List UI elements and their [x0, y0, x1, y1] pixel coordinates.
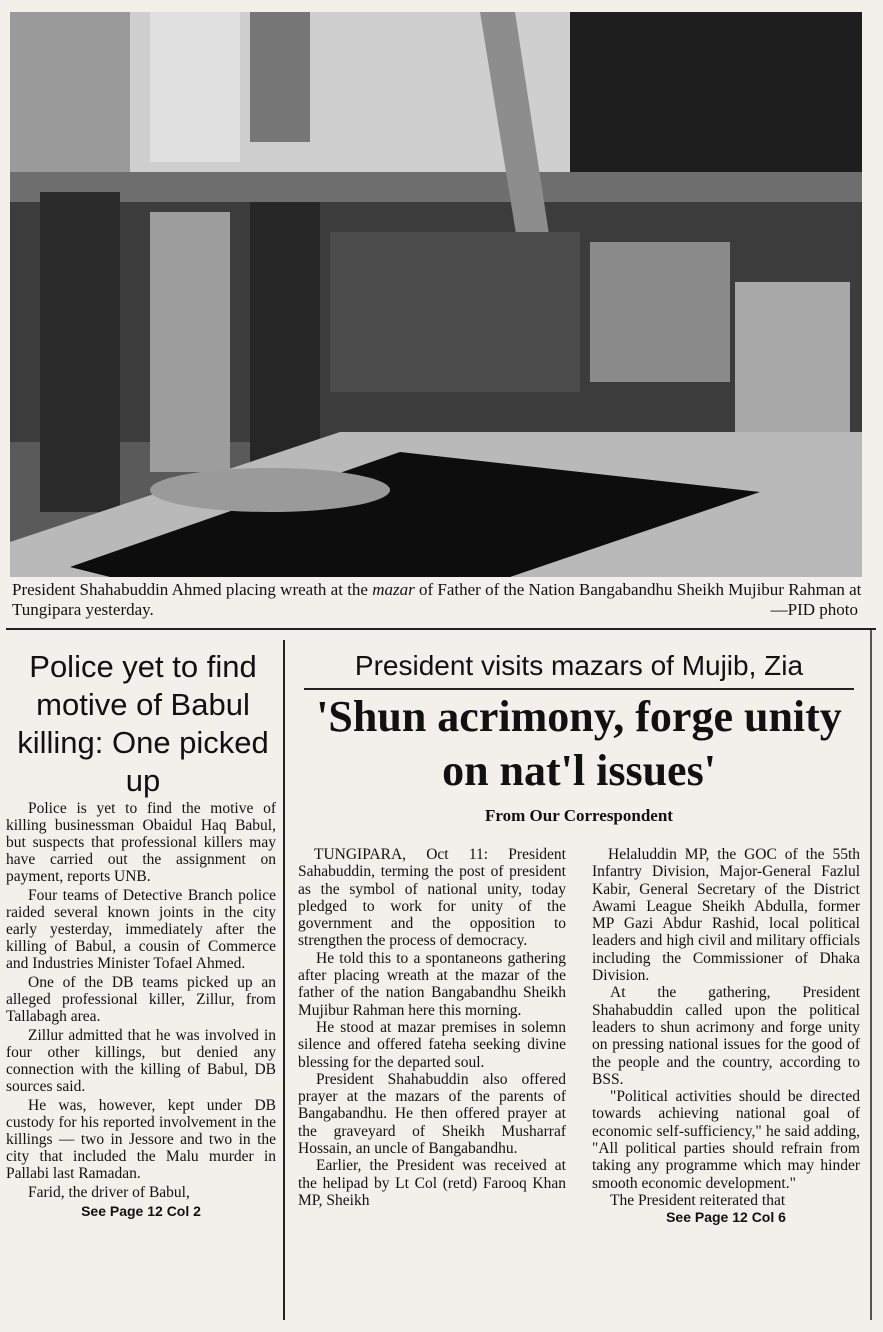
photo-caption [12, 580, 862, 620]
left-continuation: See Page 12 Col 2 [81, 1203, 201, 1219]
news-photo [10, 12, 862, 577]
left-paragraph: One of the DB teams picked up an alleged professional killer, Zillur, from Tallabagh area. [6, 974, 276, 1025]
left-paragraph: Farid, the driver of Babul, [28, 1184, 190, 1201]
main-story-headline: 'Shun acrimony, forge unity on nat'l issues' [316, 692, 842, 795]
left-paragraph: Zillur admitted that he was involved in four other killings, but denied any connection with the killing of Babul, DB sources said. [6, 1027, 276, 1095]
col2-paragraph: The President reiterated that [610, 1191, 786, 1209]
col1-paragraph: Earlier, the President was received at the helipad by Lt Col (retd) Farooq Khan MP, Sheikh [298, 1157, 566, 1209]
left-story-headline: Police yet to find motive of Babul killing: One picked up [17, 649, 269, 798]
col1-paragraph: President Shahabuddin also offered prayer at the mazars of the parents of Bangabandhu. He then offered prayer at the graveyard of Sheikh Musharraf Hossain, an uncle of Bangabandhu. [298, 1070, 566, 1158]
col1-paragraph: TUNGIPARA, Oct 11: President Sahabuddin, terming the post of president as the symbol of national unity, today pledged to work for unity of the government and the opposition to strengthen the process of democracy. [298, 846, 566, 950]
main-story-column-1 [298, 846, 566, 1209]
left-paragraph: Four teams of Detective Branch police raided several known joints in the city early yesterday, immediately after the killing of Babul, a cousin of Commerce and Industries Minister Tofael Ahmed. [6, 887, 276, 972]
left-paragraph: He was, however, kept under DB custody for his reported involvement in the killings — two in Jessore and two in the city that included the Malu murder in Pallabi last Ramadan. [6, 1097, 276, 1182]
col1-paragraph: He stood at mazar premises in solemn silence and offered fateha seeking divine blessing for the departed soul. [298, 1018, 566, 1071]
main-story-kicker: President visits mazars of Mujib, Zia [354, 650, 804, 681]
left-paragraph: Police is yet to find the motive of killing businessman Obaidul Haq Babul, but suspects that professional killers may have carried out the assignment on payment, reports UNB. [6, 800, 276, 885]
column-divider [283, 640, 285, 1320]
col2-paragraph: At the gathering, President Shahabuddin called upon the political leaders to shun acrimony and forge unity on pressing national issues for the good of the people and the country, according to BSS. [592, 984, 860, 1088]
caption-emphasis: mazar [372, 580, 415, 599]
news-photo-illustration [10, 12, 862, 577]
col2-paragraph: "Political activities should be directed towards achieving national goal of economic self-sufficiency," he said adding, "All political parties should refrain from taking any programme which may hinder smooth economic development." [592, 1088, 860, 1192]
main-continuation: See Page 12 Col 6 [666, 1209, 786, 1226]
photo-credit: —PID photo [770, 600, 858, 619]
section-divider [6, 628, 876, 630]
col1-paragraph: He told this to a spontaneons gathering after placing wreath at the mazar of the father of the nation Bangabandhu Sheikh Mujibur Rahman here this morning. [298, 949, 566, 1019]
main-story-byline: From Our Correspondent [485, 806, 673, 825]
caption-text: President Shahabuddin Ahmed placing wreath at the [12, 580, 373, 599]
main-story-column-2 [592, 846, 860, 1227]
caption-text-rest: of Father of the Nation Bangabandhu Sheikh Mujibur Rahman at Tungipara yesterday. [12, 580, 862, 619]
col2-paragraph: Helaluddin MP, the GOC of the 55th Infantry Division, Major-General Fazlul Kabir, General Secretary of the District Awami League Sheikh Abdulla, former MP Gazi Abdur Rashid, local political leaders and high civil and military officials including the Commissioner of Dhaka Division. [592, 846, 860, 985]
page-edge-rule [870, 630, 872, 1320]
left-story-body [6, 800, 276, 1220]
